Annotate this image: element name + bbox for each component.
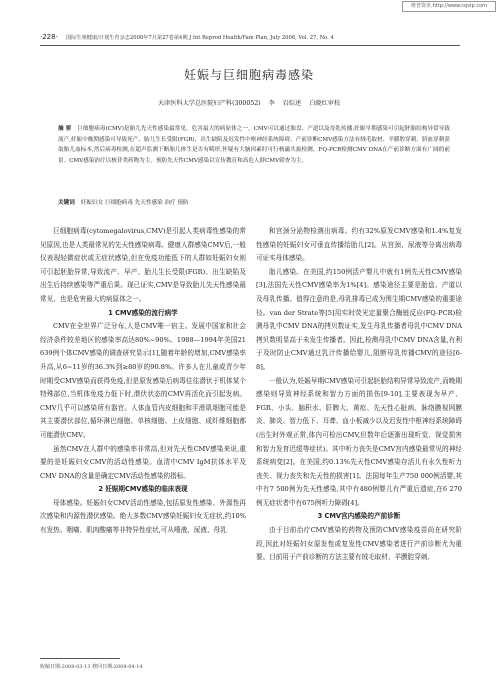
section-heading: 1 CMV感染的流行病学 — [108, 308, 178, 317]
body-paragraph: 一般认为,妊娠早期CMV感染可引起胚胎结构异常导致流产,而晚期感染则导致神经系统和智力方面的损伤[9-10],主要表现为早产、FGR、小头、脑积水、肝脾大、黄疸、先天性心脏病、脉络膜视网膜炎、肺炎、智力低下、耳聋、血小板减少以及迟发性中枢神经系统障碍(出生时外观正常,体内可检出CMV,但数年后逐渐出现听觉、视觉损害和智力发育迟缓等症状)。其中听力丧失是CMV宫内感染最常见的神经系统病变[2]。在美国,约0.13%先天性CMV感染存活儿有永久性听力丧失、视力丧失和先天性的损害[1]。法国每年生产750 000例活婴,其中有7 500例为先天性感染,其中有480例婴儿有严重后遗症,在6 270例无症状者中有675例听力障碍[4]。 — [256, 376, 462, 507]
body-paragraph: 由于目前治疗CMV感染的药物及预防CMV感染疫苗尚在研究阶段,因此对妊娠妇女原发性或复发性CMV感染者进行产前诊断尤为重要。目前用于产前诊断的方法主要有绒毛取材、羊膜腔穿刺、 — [256, 526, 462, 562]
body-column-right — [256, 225, 462, 565]
abstract — [58, 124, 450, 166]
body-paragraph: 巨细胞病毒(cytomegalovirus,CMV)是引起人类病毒性感染的常见原因,也是人类最常见的先天性感染病毒。健康人群感染CMV后,一般仅表现轻微症状或无症状感染,但在免疫功能低下的人群如妊娠妇女则可引起胚胎异常,导致流产、早产、胎儿生长受限(FGR)、出生缺陷及出生后持续感染等严重后果。现已证实,CMV是导致胎儿先天性感染最常见、也是危害最大的病原体之一。 — [40, 227, 246, 303]
body-column-left — [40, 225, 246, 538]
body-paragraph: CMV在全世界广泛分布,人是CMV唯一宿主。发展中国家和社会经济条件较差地区的感染率高达80%~90%。1988—1994年美国21 639例个体CMV感染的调查研究显示[1],随着年龄的增加,CMV感染率升高,从6~11岁的36.3%到≥80岁的90.8%。许多人在儿童或青少年时期受CMV感染而获得免疫,但是原发感染后病毒往往潜伏于机体某个特殊部位,当机体免疫力低下时,潜伏状态的CMV再活化而引起发病。CMV几乎可以感染所有器官。人体血管内皮细胞和平滑肌细胞可能是其主要潜伏部位,循环淋巴细胞、单核细胞、上皮细胞、成纤维细胞都可能潜伏CMV。 — [40, 322, 246, 439]
section-heading: 2 妊娠期CMV感染的临床表现 — [98, 485, 188, 494]
keywords — [58, 198, 450, 206]
footnote-rule — [40, 658, 120, 659]
header-rule — [40, 45, 460, 46]
article-title: 妊娠与巨细胞病毒感染 — [183, 68, 314, 82]
keywords-label: 关键词 — [58, 200, 75, 206]
received-date: 收稿日期:2008-03-13 修回日期:2008-04-14 — [40, 664, 143, 670]
watermark-stamp: 维普资讯 http://www.cqvip.com — [402, 1, 496, 12]
body-paragraph: 母体感染。妊娠妇女CMV活动性感染,包括原发性感染、外源性再次感染和内源性潜伏感染。绝大多数CMV感染妊娠妇女无症状,约10%有发热、咽痛、肌肉酸痛等非特异性症状,可从唾液、尿液、母乳 — [40, 498, 246, 535]
section-heading: 3 CMV宫内感染的产前诊断 — [317, 512, 401, 521]
body-paragraph: 和宫颈分泌物检测出病毒。约有32%原发CMV感染和1.4%复发性感染的妊娠妇女可垂直传播给胎儿[2]。从宫颈、尿液等分离出病毒可证实母体感染。 — [256, 227, 462, 263]
author-line: 天津医科大学总医院妇产科(300052) 李 岩综述 白晓红审校 — [157, 100, 341, 107]
page-number: ·228· — [40, 33, 58, 41]
body-paragraph: 胎儿感染。在美国,约150例活产婴儿中就有1例先天性CMV感染[3],法国先天性CMV感染率为1%[4]。感染途径主要是胎盘、产道以及母乳传播。值得注意的是,母乳排毒已成为围生期CMV感染的重要途径。van der Strate等[5]用实时荧光定量聚合酶链反应(FQ-PCR)检测母乳中CMV DNA的拷贝数证实,发生母乳传播者母乳中CMV DNA拷贝数明显高于未发生传播者。因此,检测母乳中CMV DNA含量,有利于及时防止CMV通过乳汁传播给婴儿,阻断母乳传播CMV的途径[6-8]。 — [256, 267, 462, 371]
abstract-label: 摘 要 — [58, 126, 72, 132]
keywords-text: 妊娠妇女 巨细胞病毒 先天性感染 治疗 预防 — [80, 200, 189, 206]
journal-header: 国际生殖健康/计划生育杂志2008年7月第27卷第4期 J Int Reprod Health/Fam Plan, July 2008, Vol. 27, No. 4 — [66, 35, 334, 41]
body-paragraph: 虽然CMV在人群中的感染率非常高,但对先天性CMV感染来说,重要的是妊娠妇女CMV的活动性感染。血清中CMV IgM抗体水平及CMV DNA的含量是确定CMV活动性感染的指标。 — [40, 444, 246, 480]
abstract-text: 巨细胞病毒(CMV)是胎儿先天性感染最常见、危害最大的病原体之一。CMV可以通过胎盘、产道以及母乳传播,妊娠早期感染可引起胚胎结构异常导致流产,妊娠中晚期感染可导致死产、胎儿生长受限(FGR)、出生缺陷及迟发性中枢神经系统障碍。产前诊断CMV感染方法有绒毛取材、羊膜腔穿刺、脐血穿刺获取胎儿血标本,然后病毒检测,在超声监测下断胎儿体生是否有畸形,怀疑有大脑因素时可行核磁共振检测。FQ-PCR检测CMV DNA在产前诊断方面有广阔的前景。CMV感染治疗以核苷类药物为主。预防先天性CMV感染以宣传教育和高危人群CMV筛查为主。 — [58, 126, 450, 164]
